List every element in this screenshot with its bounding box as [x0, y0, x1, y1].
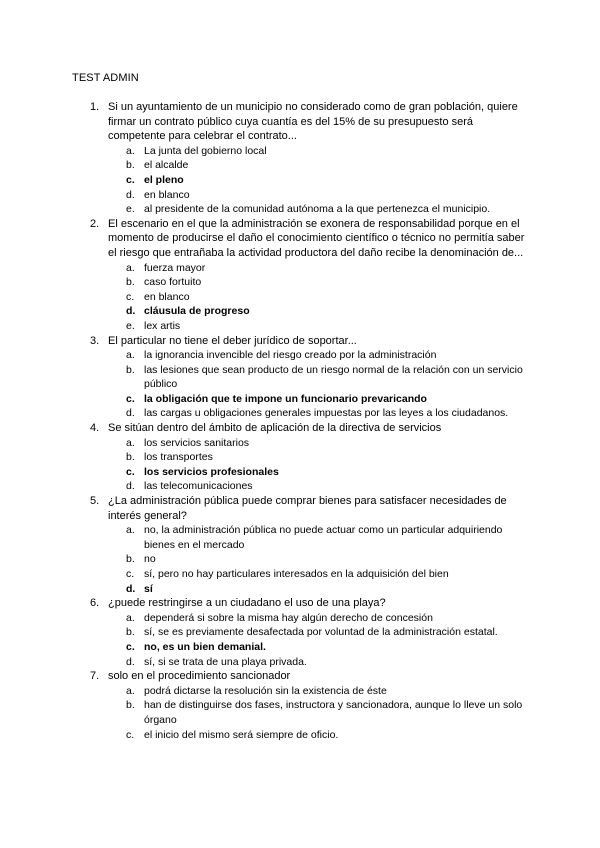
- question-number: 6.: [90, 597, 100, 610]
- option-text: fuerza mayor: [144, 261, 206, 274]
- option-letter: d.: [126, 655, 135, 668]
- option-letter: b.: [126, 699, 135, 712]
- option-letter: e.: [126, 319, 135, 332]
- answer-option-correct: [0, 465, 600, 480]
- option-letter: c.: [126, 465, 135, 478]
- question-list: [0, 100, 600, 742]
- option-text: las telecomunicaciones: [144, 480, 253, 493]
- option-letter: d.: [126, 582, 136, 595]
- option-letter: a.: [126, 436, 135, 449]
- option-letter: a.: [126, 684, 135, 697]
- answer-option: [0, 436, 600, 451]
- option-letter: a.: [126, 261, 135, 274]
- page-title: TEST ADMIN: [72, 72, 139, 84]
- option-text: en blanco: [144, 188, 190, 201]
- answer-option: [0, 655, 600, 670]
- answer-option: [0, 450, 600, 465]
- option-letter: e.: [126, 203, 135, 216]
- question-number: 7.: [90, 670, 100, 683]
- option-letter: c.: [126, 290, 135, 303]
- answer-option-correct: [0, 304, 600, 319]
- answer-option: [0, 406, 600, 421]
- question-item: [0, 421, 600, 494]
- answer-option: [0, 319, 600, 334]
- option-text: no: [144, 553, 156, 566]
- option-letter: b.: [126, 276, 135, 289]
- answer-option: [0, 348, 600, 363]
- option-text: sí, si se trata de una playa privada.: [144, 655, 307, 668]
- question-number: 5.: [90, 495, 100, 508]
- option-letter: b.: [126, 159, 135, 172]
- question-item: [0, 334, 600, 422]
- option-text: el inicio del mismo será siempre de oficio.: [144, 728, 339, 741]
- option-text: lex artis: [144, 319, 181, 332]
- option-letter: a.: [126, 349, 135, 362]
- answer-option: [0, 479, 600, 494]
- answer-option: [0, 728, 600, 743]
- option-letter: b.: [126, 553, 135, 566]
- option-text: sí, pero no hay particulares interesados en la adquisición del bien: [144, 568, 449, 580]
- answer-option: [0, 625, 600, 640]
- answer-option: [0, 523, 600, 552]
- answer-option: [0, 144, 600, 159]
- option-text: dependerá si sobre la misma hay algún derecho de concesión: [144, 611, 433, 624]
- option-letter: a.: [126, 144, 135, 157]
- option-text: caso fortuito: [144, 276, 202, 289]
- option-text: los servicios profesionales: [144, 465, 279, 478]
- option-letter: d.: [126, 305, 136, 318]
- question-item: [0, 669, 600, 742]
- option-text: la obligación que te impone un funcionario prevaricando: [144, 392, 427, 405]
- option-text: los transportes: [144, 451, 213, 464]
- question-number: 4.: [90, 422, 100, 435]
- answer-option-correct: [0, 173, 600, 188]
- option-letter: d.: [126, 480, 135, 493]
- answer-option: [0, 552, 600, 567]
- answer-option: [0, 275, 600, 290]
- question-text: solo en el procedimiento sancionador: [108, 670, 291, 683]
- answer-option: [0, 698, 600, 727]
- question-item: [0, 494, 600, 596]
- question-text: El particular no tiene el deber jurídico de soportar...: [108, 334, 357, 347]
- question-item: [0, 596, 600, 669]
- answer-option-correct: [0, 582, 600, 597]
- answer-option-correct: [0, 392, 600, 407]
- answer-option: [0, 261, 600, 276]
- question-text: Se sitúan dentro del ámbito de aplicación de la directiva de servicios: [108, 422, 442, 435]
- option-text: las cargas u obligaciones generales impuestas por las leyes a los ciudadanos.: [144, 407, 509, 420]
- option-letter: c.: [126, 568, 135, 580]
- answer-option-correct: [0, 640, 600, 655]
- option-letter: a.: [126, 524, 135, 537]
- question-item: [0, 217, 600, 334]
- option-letter: a.: [126, 611, 135, 624]
- question-number: 2.: [90, 217, 100, 230]
- option-letter: c.: [126, 392, 135, 405]
- option-text: el alcalde: [144, 159, 189, 172]
- question-text: El escenario en el que la administración se exonera de responsabilidad porque en el momento de producirse el daño el conocimiento científico o técnico no permitía saber el riesgo que entrañaba la actividad productora del daño recibe la denominación de...: [108, 217, 525, 259]
- question-text: ¿La administración pública puede comprar bienes para satisfacer necesidades de interés general?: [108, 495, 507, 522]
- option-text: los servicios sanitarios: [144, 436, 250, 449]
- option-letter: d.: [126, 407, 135, 420]
- option-letter: c.: [126, 640, 135, 653]
- option-text: no, es un bien demanial.: [144, 640, 266, 653]
- answer-option: [0, 290, 600, 305]
- option-letter: b.: [126, 363, 135, 376]
- question-number: 3.: [90, 334, 100, 347]
- answer-option: [0, 611, 600, 626]
- question-number: 1.: [90, 101, 100, 113]
- answer-option: [0, 188, 600, 203]
- answer-option: [0, 567, 600, 582]
- question-item: [0, 100, 600, 217]
- answer-option: [0, 684, 600, 699]
- option-letter: b.: [126, 451, 135, 464]
- answer-option: [0, 202, 600, 217]
- option-text: sí, se es previamente desafectada por voluntad de la administración estatal.: [144, 626, 498, 639]
- option-text: en blanco: [144, 290, 190, 303]
- option-text: la ignorancia invencible del riesgo creado por la administración: [144, 349, 437, 362]
- option-text: el pleno: [144, 173, 184, 186]
- answer-option: [0, 158, 600, 173]
- option-text: al presidente de la comunidad autónoma a la que pertenezca el municipio.: [144, 203, 491, 216]
- question-text: ¿puede restringirse a un ciudadano el uso de una playa?: [108, 597, 386, 610]
- option-text: cláusula de progreso: [144, 305, 250, 318]
- answer-option: [0, 363, 600, 392]
- option-text: La junta del gobierno local: [144, 144, 267, 157]
- option-text: las lesiones que sean producto de un riesgo normal de la relación con un servicio público: [144, 363, 523, 391]
- option-text: no, la administración pública no puede actuar como un particular adquiriendo bienes en el mercado: [144, 524, 503, 551]
- option-text: podrá dictarse la resolución sin la existencia de éste: [144, 684, 387, 697]
- option-text: han de distinguirse dos fases, instructora y sancionadora, aunque lo lleve un solo órgano: [144, 699, 523, 726]
- question-text: Si un ayuntamiento de un municipio no considerado como de gran población, quiere firmar un contrato público cuya cuantía es del 15% de su presupuesto será competente para celebrar el contrato...: [108, 101, 518, 143]
- option-letter: b.: [126, 626, 135, 639]
- option-letter: c.: [126, 173, 135, 186]
- option-letter: c.: [126, 728, 135, 741]
- option-text: sí: [144, 582, 153, 595]
- option-letter: d.: [126, 188, 135, 201]
